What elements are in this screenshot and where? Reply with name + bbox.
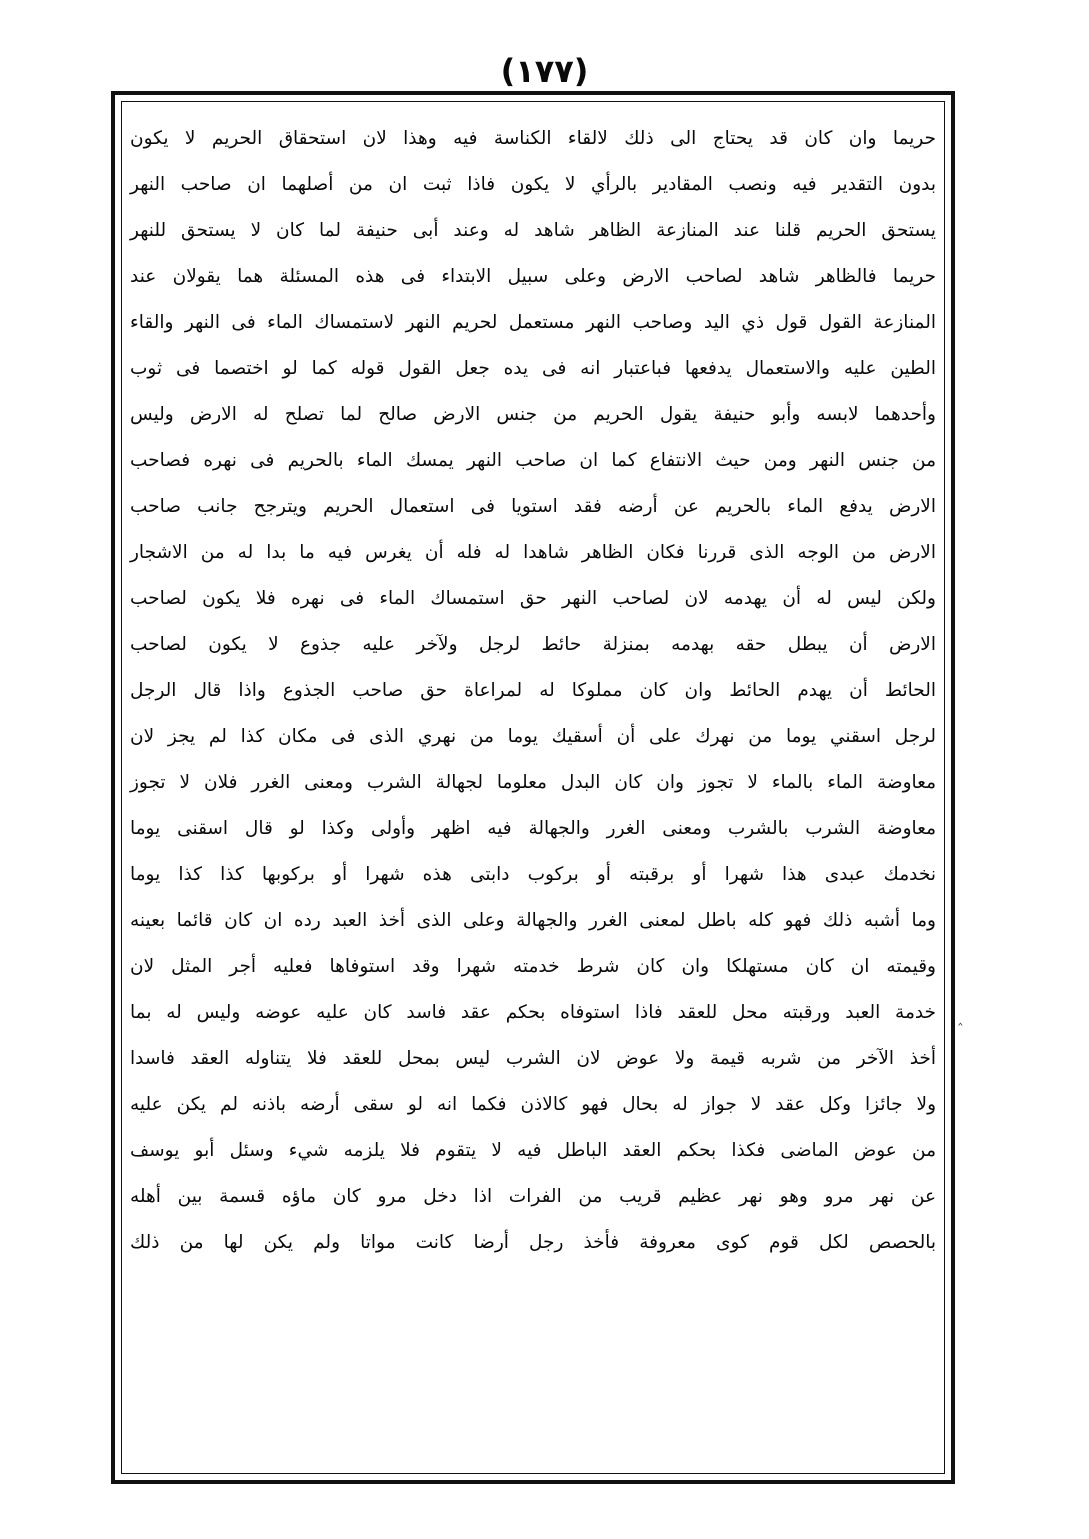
text-line: المنازعة القول قول ذي اليد وصاحب النهر مستعمل لحريم النهر لاستمساك الماء فى النهر والقاء	[130, 312, 936, 333]
text-line: الارض يدفع الماء بالحريم عن أرضه فقد استويا فى استعمال الحريم ويترجح جانب صاحب	[130, 496, 936, 517]
text-line: نخدمك عبدى هذا شهرا أو برقبته أو بركوب دابتى هذه شهرا أو بركوبها كذا كذا يوما	[130, 864, 936, 885]
text-line: أخذ الآخر من شربه قيمة ولا عوض لان الشرب ليس بمحل للعقد فلا يتناوله العقد فاسدا	[130, 1048, 936, 1069]
text-line: بدون التقدير فيه ونصب المقادير بالرأي لا يكون فاذا ثبت ان من أصلهما ان صاحب النهر	[130, 174, 936, 195]
text-line: وقيمته ان كان مستهلكا وان كان شرط خدمته شهرا وقد استوفاها فعليه أجر المثل لان	[130, 956, 936, 977]
text-line: وما أشبه ذلك فهو كله باطل لمعنى الغرر والجهالة وعلى الذى أخذ العبد رده ان كان قائما بعينه	[130, 910, 936, 931]
text-line: لرجل اسقني يوما من نهرك على أن أسقيك يوما من نهري الذى فى مكان كذا لم يجز لان	[130, 726, 936, 747]
text-line: الارض من الوجه الذى قررنا فكان الظاهر شاهدا له فله أن يغرس فيه ما بدا له من الاشجار	[130, 542, 936, 563]
text-line: من عوض الماضى فكذا بحكم العقد الباطل فيه لا يتقوم فلا يلزمه شيء وسئل أبو يوسف	[130, 1140, 936, 1161]
text-line: معاوضة الشرب بالشرب ومعنى الغرر والجهالة فيه اظهر وأولى وكذا لو قال اسقنى يوما	[130, 818, 936, 839]
text-line: الطين عليه والاستعمال يدفعها فباعتبار انه فى يده جعل القول قوله كما لو اختصما فى ثوب	[130, 358, 936, 379]
text-line: الحائط أن يهدم الحائط وان كان مملوكا له لمراعاة حق صاحب الجذوع واذا قال الرجل	[130, 680, 936, 701]
text-line: يستحق الحريم قلنا عند المنازعة الظاهر شاهد له وعند أبى حنيفة لما كان لا يستحق للنهر	[130, 220, 936, 241]
text-line: بالحصص لكل قوم كوى معروفة فأخذ رجل أرضا كانت مواتا ولم يكن لها من ذلك	[130, 1232, 936, 1253]
text-line: ولا جائزا وكل عقد لا جواز له بحال فهو كالاذن فكما انه لو سقى أرضه باذنه لم يكن عليه	[130, 1094, 936, 1115]
text-line: الارض أن يبطل حقه بهدمه بمنزلة حائط لرجل ولآخر عليه جذوع لا يكون لصاحب	[130, 634, 936, 655]
text-line: معاوضة الماء بالماء لا تجوز وان كان البدل معلوما لجهالة الشرب ومعنى الغرر فلان لا تجوز	[130, 772, 936, 793]
text-line: حريما وان كان قد يحتاج الى ذلك لالقاء الكناسة فيه وهذا لان استحقاق الحريم لا يكون	[130, 128, 936, 149]
margin-mark: ‸	[958, 1010, 963, 1026]
page-number: (١٧٧)	[500, 52, 589, 90]
text-line: من جنس النهر ومن حيث الانتفاع كما ان صاحب النهر يمسك الماء بالحريم فى نهره فصاحب	[130, 450, 936, 471]
text-line: حريما فالظاهر شاهد لصاحب الارض وعلى سبيل الابتداء فى هذه المسئلة هما يقولان عند	[130, 266, 936, 287]
body-text	[126, 116, 940, 1266]
text-line: عن نهر مرو وهو نهر عظيم قريب من الفرات اذا دخل مرو كان ماؤه قسمة بين أهله	[130, 1186, 936, 1207]
text-line: خدمة العبد ورقبته محل للعقد فاذا استوفاه بحكم عقد فاسد كان عليه عوضه وليس له بما	[130, 1002, 936, 1023]
text-line: وأحدهما لابسه وأبو حنيفة يقول الحريم من جنس الارض صالح لما تصلح له الارض وليس	[130, 404, 936, 425]
text-line: ولكن ليس له أن يهدمه لان لصاحب النهر حق استمساك الماء فى نهره فلا يكون لصاحب	[130, 588, 936, 609]
